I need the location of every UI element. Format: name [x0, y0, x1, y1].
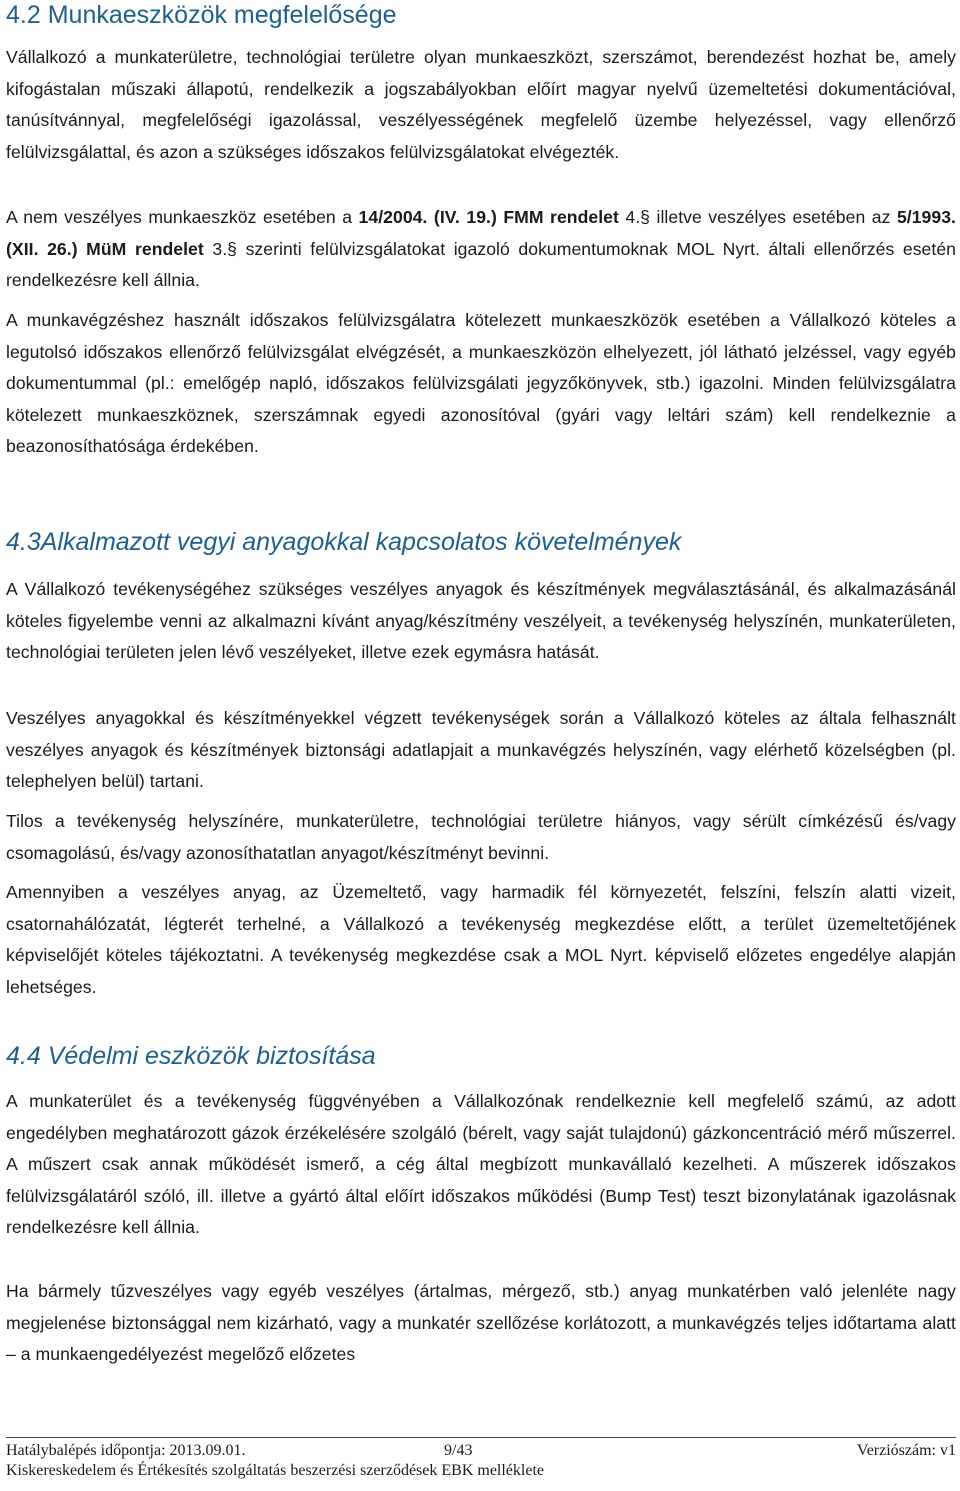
- section-number: 4.3: [6, 528, 41, 556]
- section-title: Védelmi eszközök biztosítása: [47, 1042, 376, 1070]
- page-footer: [6, 1437, 956, 1484]
- text-run: A nem veszélyes munkaeszköz esetében a: [6, 207, 359, 227]
- section-number: 4.4: [6, 1042, 41, 1070]
- page-number: 9/43: [444, 1442, 473, 1459]
- paragraph: Vállalkozó a munkaterületre, technológiai területre olyan munkaeszközt, szerszámot, berendezést hozhat be, amely kifogástalan műszaki állapotú, rendelkezik a jogszabályokban előírt magyar nyelvű üzemeltetési dokumentációval, tanúsítvánnyal, megfelelőségi igazolással, veszélyességének megfelelő üzembe helyezéssel, vagy ellenőrző felülvizsgálattal, és azon a szükséges időszakos felülvizsgálatokat elvégezték.: [6, 47, 956, 162]
- paragraph: Veszélyes anyagokkal és készítményekkel végzett tevékenységek során a Vállalkozó köteles az általa felhasznált veszélyes anyagok és készítmények biztonsági adatlapjait a munkavégzés helyszínén, vagy elérhető közelségben (pl. telephelyen belül) tartani.: [6, 708, 956, 792]
- paragraph: A munkaterület és a tevékenység függvényében a Vállalkozónak rendelkeznie kell megfelelő számú, az adott engedélyben meghatározott gázok érzékelésére szolgáló (bérelt, vagy saját tulajdonú) gázkoncentráció mérő műszerrel. A műszert csak annak működését ismerő, a cég által megbízott munkavállaló kezelheti. A műszerek időszakos felülvizsgálatáról szóló, ill. illetve a gyártó által előírt időszakos működési (Bump Test) teszt bizonylatának igazolásnak rendelkezésre kell állnia.: [6, 1091, 956, 1238]
- section-heading-4-4: [6, 1041, 956, 1071]
- document-title: Kiskereskedelem és Értékesítés szolgáltatás beszerzési szerződések EBK melléklete: [6, 1462, 544, 1479]
- text-run: 4.§ illetve veszélyes esetében az: [618, 207, 897, 227]
- paragraph: Amennyiben a veszélyes anyag, az Üzemeltető, vagy harmadik fél környezetét, felszíni, felszín alatti vizeit, csatornahálózatát, légterét terhelné, a Vállalkozó a tevékenység megkezdése előtt, a terület üzemeltetőjének képviselőjét köteles tájékoztatni. A tevékenység megkezdése csak a MOL Nyrt. képviselő előzetes engedélye alapján lehetséges.: [6, 882, 956, 997]
- text-run: 3.§ szerinti felülvizsgálatokat igazoló dokumentumoknak MOL Nyrt. általi ellenőrzés esetén rendelkezésre kell állnia.: [6, 238, 956, 291]
- section-title: Munkaeszközök megfelelősége: [47, 1, 397, 29]
- section-heading-4-2: [6, 0, 956, 30]
- paragraph: A Vállalkozó tevékenységéhez szükséges veszélyes anyagok és készítmények megválasztásánál, és alkalmazásánál köteles figyelembe venni az alkalmazni kívánt anyag/készítmény veszélyeit, a tevékenység helyszínén, munkaterületen, technológiai területen jelen lévő veszélyeket, illetve ezek egymásra hatását.: [6, 579, 956, 663]
- section-title: Alkalmazott vegyi anyagokkal kapcsolatos követelmények: [40, 528, 682, 556]
- section-number: 4.2: [6, 1, 41, 29]
- version-number: Verziószám: v1: [856, 1442, 956, 1459]
- regulation-ref: 14/2004. (IV. 19.) FMM rendelet: [358, 207, 619, 227]
- effective-date: Hatálybalépés időpontja: 2013.09.01.: [6, 1442, 246, 1459]
- section-heading-4-3: [6, 527, 956, 557]
- paragraph: Tilos a tevékenység helyszínére, munkaterületre, technológiai területre hiányos, vagy sérült címkézésű és/vagy csomagolású, és/vagy azonosíthatatlan anyagot/készítményt bevinni.: [6, 811, 956, 863]
- paragraph-legal-refs: [6, 202, 956, 297]
- paragraph: A munkavégzéshez használt időszakos felülvizsgálatra kötelezett munkaeszközök esetében a Vállalkozó köteles a legutolsó időszakos ellenőrző felülvizsgálat elvégzését, a munkaeszközön elhelyezett, jól látható jelzéssel, vagy egyéb dokumentummal (pl.: emelőgép napló, időszakos felülvizsgálati jegyzőkönyvek, stb.) igazolni. Minden felülvizsgálatra kötelezett munkaeszköznek, szerszámnak egyedi azonosítóval (gyári vagy leltári szám) kell rendelkeznie a beazonosíthatósága érdekében.: [6, 310, 956, 457]
- regulation-ref: 5/1993. (XII. 26.) MüM rendelet: [6, 207, 956, 259]
- paragraph: Ha bármely tűzveszélyes vagy egyéb veszélyes (ártalmas, mérgező, stb.) anyag munkatérben való jelenléte nagy megjelenése biztonsággal nem kizárható, vagy a munkatér szellőzése korlátozott, a munkavégzés teljes időtartama alatt – a munkaengedélyezést megelőző előzetes: [6, 1281, 956, 1365]
